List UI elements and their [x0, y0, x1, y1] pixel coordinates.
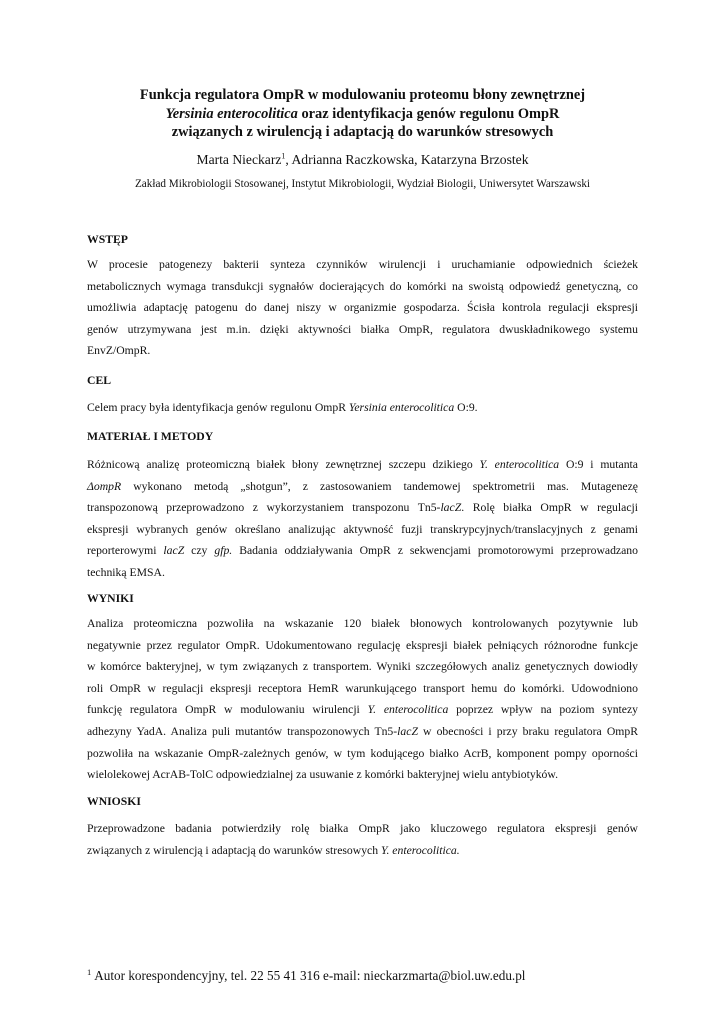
wnioski-line-2	[87, 840, 638, 862]
heading-cel: CEL	[87, 374, 112, 387]
heading-wnioski: WNIOSKI	[87, 795, 141, 808]
metody-line-5-text-a: reporterowymi	[87, 544, 164, 558]
wyniki-line-6-text-a: adhezyny YadA. Analiza puli mutantów transpozonowych Tn5-	[87, 724, 398, 738]
wnioski-line-1: Przeprowadzone badania potwierdziły rolę białka OmpR jako kluczowego regulatora ekspresji genów	[87, 822, 638, 835]
title-line-2	[60, 105, 665, 124]
metody-line-5-text-c: Badania oddziaływania OmpR z sekwencjami promotorowymi przeprowadzano	[232, 544, 638, 558]
metody-species: Y. enterocolitica	[479, 458, 560, 471]
affiliation: Zakład Mikrobiologii Stosowanej, Instytut Mikrobiologii, Wydział Biologii, Uniwersytet Warszawski	[134, 178, 591, 190]
footnote	[87, 968, 525, 984]
wstep-line-4: genów utrzymywana jest m.in. dzięki aktywności białka OmpR, regulatora dwuskładnikowego systemu	[87, 322, 638, 336]
metody-mutant: ΔompR	[87, 479, 122, 493]
metody-line-5-text-b: czy	[184, 544, 215, 558]
heading-wyniki: WYNIKI	[87, 592, 134, 605]
wstep-line-1: W procesie patogenezy bakterii synteza czynników wirulencji i uruchamianie odpowiednich ścieżek	[87, 258, 638, 271]
paper-title	[60, 86, 665, 142]
wnioski-species: Y. enterocolitica.	[381, 843, 460, 857]
author-first: Marta Nieckarz	[196, 152, 282, 167]
wyniki-species: Y. enterocolitica	[367, 703, 449, 717]
author-footnote-mark: 1	[281, 151, 286, 161]
wyniki-line-5-text-b: poprzez wpływ na poziom syntezy	[448, 703, 639, 717]
wstep-line-2: metabolicznych wymaga transdukcji sygnałów docierających do komórki na swoistą odpowiedź genetyczną, co	[87, 279, 638, 293]
heading-wstep: WSTĘP	[87, 233, 128, 246]
wstep-line-3: umożliwia adaptację patogenu do danej niszy w organizmie gospodarza. Ścisła kontrola regulacji ekspresji	[87, 301, 638, 315]
wyniki-line-4: roli OmpR w regulacji ekspresji receptora HemR warunkującego transport hemu do komórki. Udowodniono	[87, 681, 638, 695]
metody-line-4: ekspresji wybranych genów określano analizując aktywność fuzji transkrypcyjnych/translacyjnych z genami	[87, 522, 638, 536]
title-line-1: Funkcja regulatora OmpR w modulowaniu proteomu błony zewnętrznej	[139, 87, 586, 103]
footnote-mark: 1	[87, 966, 92, 977]
authors-rest: , Adrianna Raczkowska, Katarzyna Brzostek	[285, 152, 529, 167]
paragraph-wstep	[87, 254, 638, 362]
metody-gene-lacz-2: lacZ	[163, 544, 185, 558]
wyniki-line-5-text-a: funkcję regulatora OmpR w modulowaniu wirulencji	[87, 703, 368, 717]
wyniki-line-6	[87, 721, 638, 743]
title-species: Yersinia enterocolitica	[165, 105, 298, 122]
paragraph-wyniki	[87, 613, 638, 786]
metody-gene-gfp: gfp.	[214, 544, 233, 558]
paragraph-metody	[87, 454, 638, 584]
heading-metody: MATERIAŁ I METODY	[87, 430, 214, 443]
paragraph-cel	[87, 397, 638, 419]
metody-line-1-text-a: Różnicową analizę proteomiczną białek błony zewnętrznej szczepu dzikiego	[87, 458, 480, 471]
metody-line-2-text: wykonano metodą „shotgun”, z zastosowaniem tandemowej spektrometrii mas. Mutagenezę	[121, 479, 638, 493]
wyniki-gene-lacz: lacZ	[397, 724, 418, 738]
paragraph-wnioski	[87, 818, 638, 861]
cel-text-b: O:9.	[454, 401, 478, 414]
wyniki-line-5	[87, 699, 638, 721]
wyniki-line-2: negatywnie przez regulator OmpR. Udokumentowano regulację ekspresji białek pełniących różnorodne funkcje	[87, 638, 638, 652]
wnioski-line-2-text: związanych z wirulencją i adaptacją do warunków stresowych	[87, 843, 382, 857]
metody-line-3-text-b: . Rolę białka OmpR w regulacji	[461, 501, 638, 515]
metody-line-6: techniką EMSA.	[87, 565, 165, 579]
wyniki-line-6-text-b: w obecności i przy braku regulatora OmpR	[417, 724, 638, 738]
wyniki-line-3: w komórce bakteryjnej, w tym związanych z transportem. Wyniki szczegółowych analiz genetycznych dowiodły	[87, 660, 638, 674]
title-line-3: związanych z wirulencją i adaptacją do warunków stresowych	[171, 124, 554, 140]
metody-line-1-text-b: O:9 i mutanta	[559, 458, 638, 471]
metody-line-3	[87, 497, 638, 519]
cel-line-1	[87, 397, 638, 419]
title-line-2-rest: oraz identyfikacja genów regulonu OmpR	[297, 105, 560, 122]
footnote-text: Autor korespondencyjny, tel. 22 55 41 316 e-mail: nieckarzmarta@biol.uw.edu.pl	[94, 968, 526, 983]
wyniki-line-8: wielolekowej AcrAB-TolC odpowiedzialnej za usuwanie z komórki bakteryjnej wielu antybiotyków.	[87, 768, 558, 782]
wstep-line-5: EnvZ/OmpR.	[87, 344, 151, 358]
wyniki-line-7: pozwoliła na wskazanie OmpR-zależnych genów, w tym kodującego białko AcrB, komponent pompy oporności	[87, 746, 638, 760]
metody-line-3-text-a: transpozonową przeprowadzono z wykorzystaniem transpozonu Tn5-	[87, 501, 441, 515]
metody-gene-lacz: lacZ	[440, 501, 462, 515]
metody-line-5	[87, 540, 638, 562]
metody-line-1	[87, 454, 638, 476]
wyniki-line-1: Analiza proteomiczna pozwoliła na wskazanie 120 białek błonowych kontrolowanych pozytywnie lub	[87, 617, 638, 630]
metody-line-2	[87, 476, 638, 498]
cel-text-a: Celem pracy była identyfikacja genów regulonu OmpR	[87, 401, 349, 414]
cel-species: Yersinia enterocolitica	[348, 401, 455, 414]
authors	[60, 152, 665, 168]
